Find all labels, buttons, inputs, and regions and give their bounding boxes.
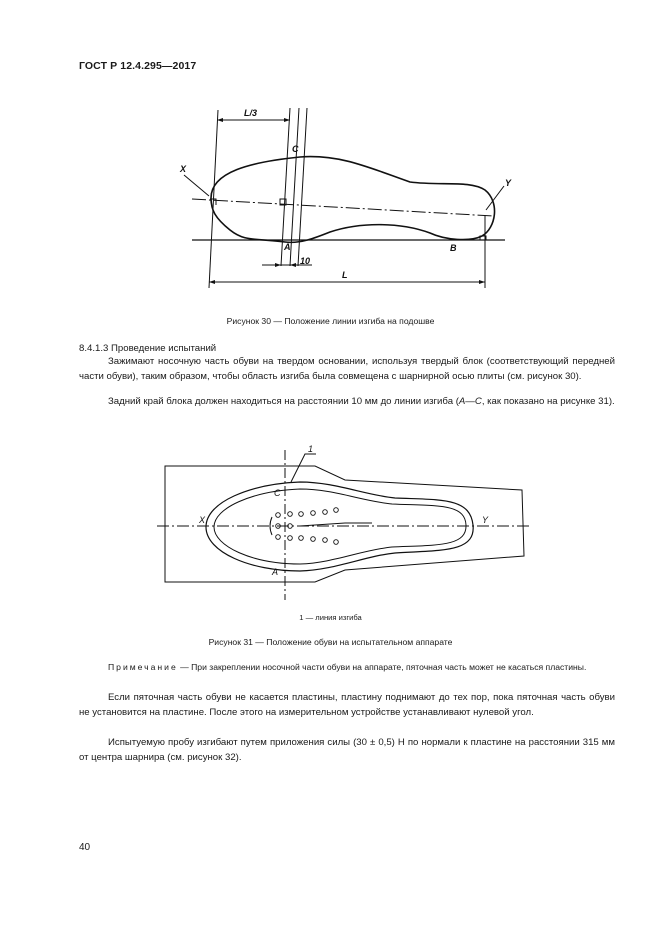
leader-1 xyxy=(291,454,316,482)
label-b: B xyxy=(450,243,457,253)
label-10: 10 xyxy=(300,256,311,266)
label-a: A xyxy=(284,242,291,252)
label-y: Y xyxy=(482,515,489,525)
label-1: 1 xyxy=(308,444,314,454)
construction-line xyxy=(298,108,307,266)
paragraph-2: Задний край блока должен находиться на расстоянии 10 мм до линии изгиба (А—С, как показано на рисунке 31). xyxy=(108,396,615,407)
leader-x xyxy=(184,175,209,196)
page-number: 40 xyxy=(79,842,91,853)
document-header: ГОСТ Р 12.4.295—2017 xyxy=(79,60,197,72)
label-c: C xyxy=(274,488,281,498)
label-x: X xyxy=(180,164,187,174)
paragraph-3: Если пяточная часть обуви не касается пластины, пластину поднимают до тех пор, пока пяточная часть обуви не установится на пластине. После этого на измерительном устройстве устанавливают нулевой угол. xyxy=(79,692,615,718)
label-a: A xyxy=(272,567,279,577)
note-label: Примечание xyxy=(108,662,178,672)
label-c: C xyxy=(292,144,299,154)
sole-outline xyxy=(211,157,495,243)
paragraph-4: Испытуемую пробу изгибают путем приложения силы (30 ± 0,5) Н по нормали к пластине на расстоянии 315 мм от центра шарнира (см. рисунок 32). xyxy=(79,737,615,763)
label-l3: L/3 xyxy=(244,108,258,118)
figure-30-sole-diagram xyxy=(0,0,661,330)
plate-outline xyxy=(165,466,524,582)
label-l: L xyxy=(342,270,348,280)
figure-31-caption: Рисунок 31 — Положение обуви на испытательном аппарате xyxy=(208,637,453,647)
section-title: 8.4.1.3 Проведение испытаний xyxy=(79,343,217,354)
figure-31-apparatus-diagram xyxy=(0,440,661,610)
axis-line xyxy=(192,199,493,216)
figure-30-caption: Рисунок 30 — Положение линии изгиба на подошве xyxy=(226,316,435,326)
figure-31-legend: 1 — линия изгиба xyxy=(299,613,362,622)
label-y: Y xyxy=(505,178,512,188)
note: Примечание — При закреплении носочной части обуви на аппарате, пяточная часть может не касаться пластины. xyxy=(108,662,587,672)
reference-a-c: А—С xyxy=(458,396,482,407)
paragraph-1: Зажимают носочную часть обуви на твердом основании, используя твердый блок (соответствующий передней части обуви), таким образом, чтобы область изгиба была совмещена с шарнирной осью плиты (см. рисунок 30). xyxy=(79,356,615,382)
bend-marker xyxy=(270,517,272,535)
label-x: X xyxy=(199,515,206,525)
